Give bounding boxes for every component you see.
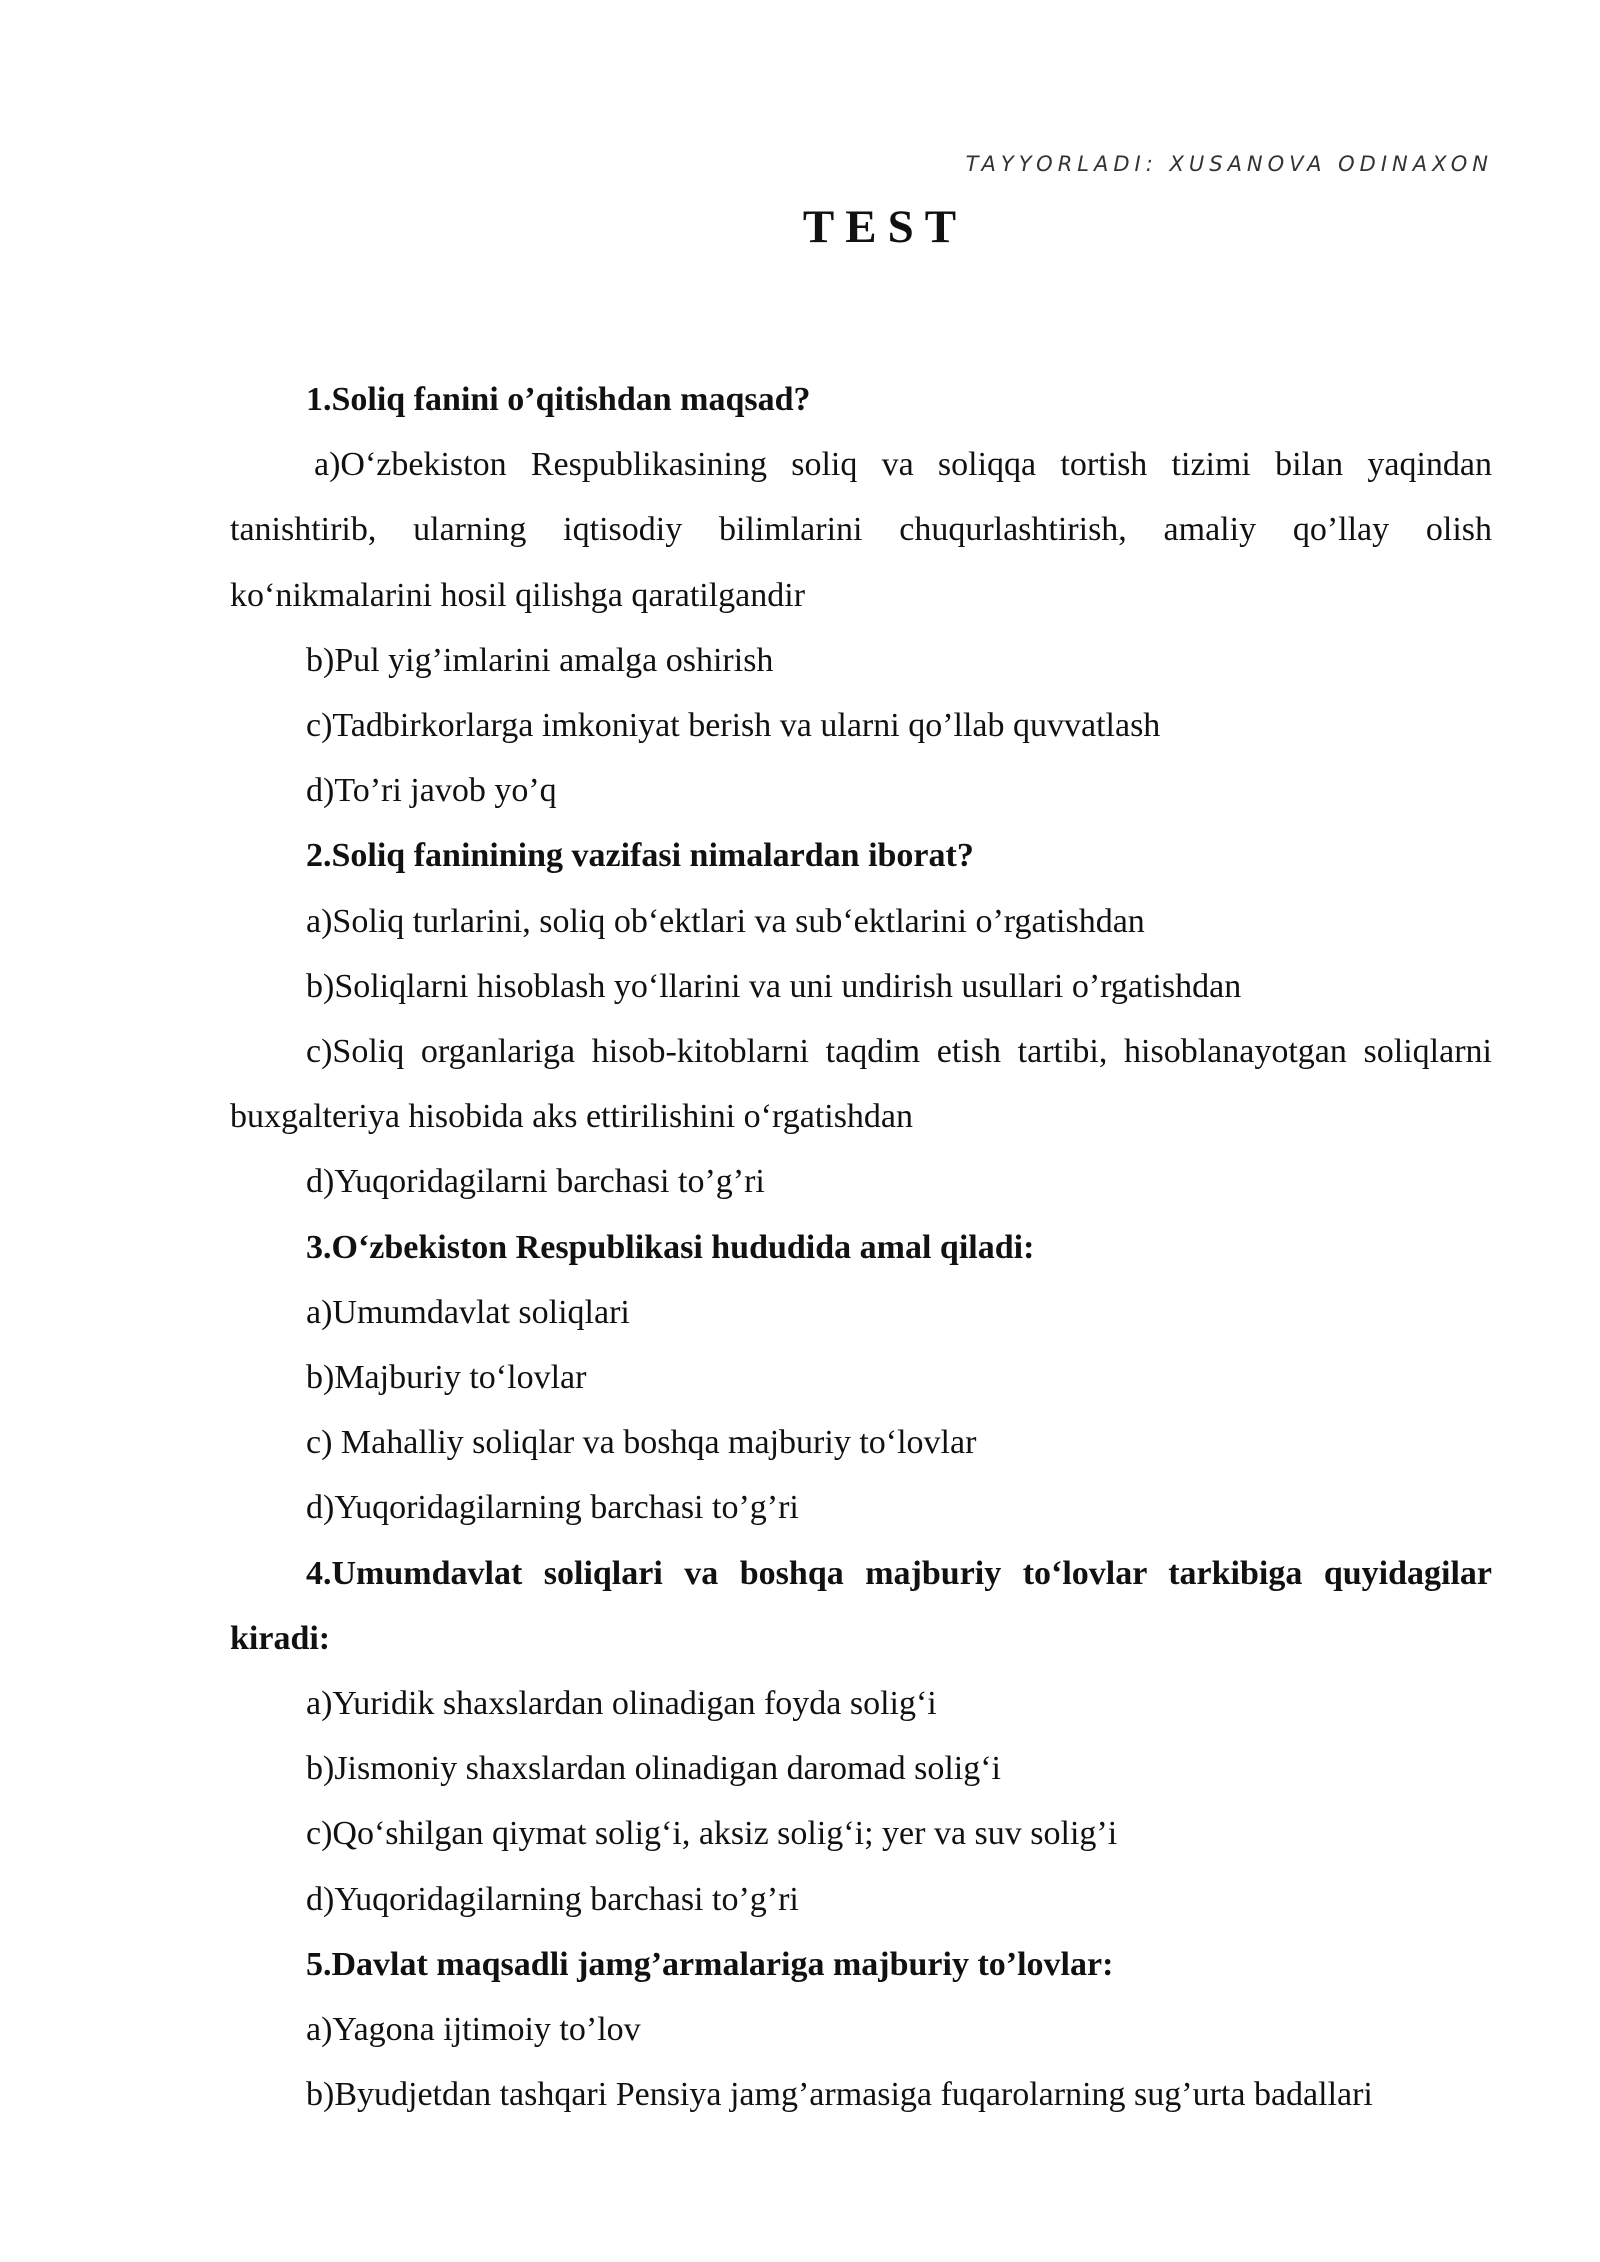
question-3-option-c: c) Mahalliy soliqlar va boshqa majburiy to‘lovlar	[306, 1424, 977, 1462]
question-4-option-d: d)Yuqoridagilarning barchasi to’g’ri	[306, 1880, 799, 1918]
question-5-option-a: a)Yagona ijtimoiy to’lov	[306, 2011, 641, 2049]
question-2: 2.Soliq faninining vazifasi nimalardan iborat?	[306, 837, 974, 875]
author-header: TAYYORLADI: XUSANOVA ODINAXON	[965, 152, 1493, 176]
question-3: 3.O‘zbekiston Respublikasi hududida amal qiladi:	[306, 1228, 1035, 1266]
question-5: 5.Davlat maqsadli jamg’armalariga majburiy to’lovlar:	[306, 1945, 1114, 1983]
question-3-option-b: b)Majburiy to‘lovlar	[306, 1359, 587, 1397]
question-2-option-d: d)Yuqoridagilarni barchasi to’g’ri	[306, 1163, 765, 1201]
question-4-option-a: a)Yuridik shaxslardan olinadigan foyda solig‘i	[306, 1685, 937, 1723]
test-content	[230, 367, 1492, 2127]
question-1-option-b: b)Pul yig’imlarini amalga oshirish	[306, 641, 774, 679]
question-2-option-a: a)Soliq turlarini, soliq ob‘ektlari va sub‘ektlarini o’rgatishdan	[306, 902, 1145, 940]
question-4-option-c: c)Qo‘shilgan qiymat solig‘i, aksiz solig‘i; yer va suv solig’i	[306, 1815, 1118, 1853]
question-4-option-b: b)Jismoniy shaxslardan olinadigan daromad solig‘i	[306, 1750, 1001, 1788]
question-1: 1.Soliq fanini o’qitishdan maqsad?	[306, 381, 811, 418]
question-2-option-b: b)Soliqlarni hisoblash yo‘llarini va uni undirish usullari o’rgatishdan	[306, 967, 1242, 1005]
question-4: 4.Umumdavlat soliqlari va boshqa majburiy to‘lovlar tarkibiga quyidagilar kiradi:	[230, 1554, 1492, 1657]
question-1-option-a: a)O‘zbekiston Respublikasining soliq va soliqqa tortish tizimi bilan yaqindan tanishtirib, ularning iqtisodiy bilimlarini chuqurlashtirish, amaliy qo’llay olish ko‘nikmalarini hosil qilishga qaratilgandir	[230, 446, 1492, 614]
question-1-option-d: d)To’ri javob yo’q	[306, 772, 557, 810]
question-5-option-b: b)Byudjetdan tashqari Pensiya jamg’armasiga fuqarolarning sug’urta badallari	[306, 2076, 1373, 2114]
page-title: TEST	[802, 201, 968, 253]
question-1-option-c: c)Tadbirkorlarga imkoniyat berish va ularni qo’llab quvvatlash	[306, 707, 1161, 745]
question-3-option-d: d)Yuqoridagilarning barchasi to’g’ri	[306, 1489, 799, 1527]
question-3-option-a: a)Umumdavlat soliqlari	[306, 1293, 630, 1331]
question-2-option-c: c)Soliq organlariga hisob-kitoblarni taqdim etish tartibi, hisoblanayotgan soliqlarni buxgalteriya hisobida aks ettirilishini o‘rgatishdan	[230, 1033, 1492, 1136]
